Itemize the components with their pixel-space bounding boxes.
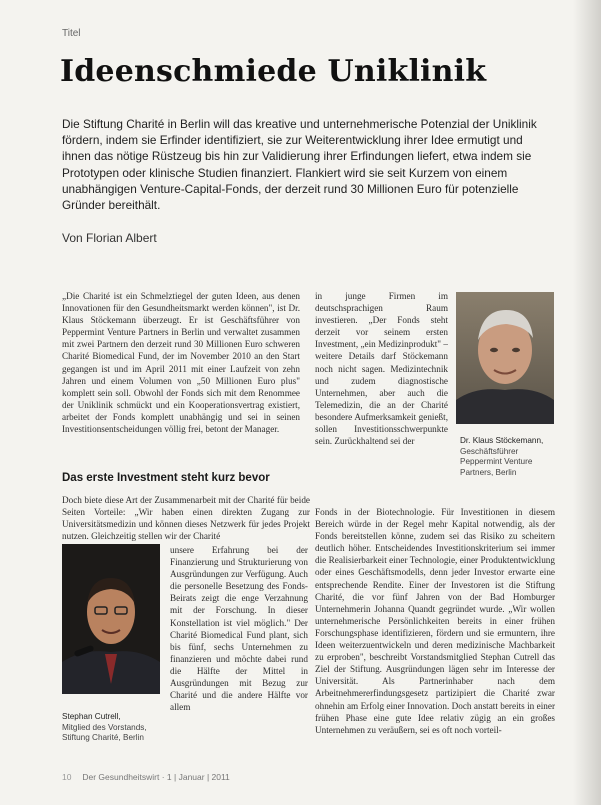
- body-paragraph: in junge Firmen im deutschsprachigen Raum investieren. „Der Fonds steht derzeit vor seinem ersten Investment, „ein Medizinprodukt" – weitere Details darf Stöckemann noch nicht sagen. Medizintechnik und zudem diagnostische Unternehmen, aber auch die Telemedizin, die an der Charité besondere Aufmerksamkeit genießt, sollen Investitionsschwerpunkte sein. Zurückhaltend sei der: [315, 291, 448, 447]
- portrait-klaus-stoeckemann: [456, 292, 554, 424]
- body-paragraph: Doch biete diese Art der Zusammenarbeit mit der Charité für beide Seiten Vorteile: „Wir haben einen direkten Zugang zur Universitätsmedizin und können dieses Netzwerk für jedes Projekt nutzen. Gleichzeitig stellen wir der Charité: [62, 495, 310, 542]
- portrait-caption-left: [62, 712, 172, 744]
- body-column-1-upper: [62, 290, 300, 460]
- body-column-wide: [62, 494, 310, 542]
- author-byline: Von Florian Albert: [62, 231, 157, 245]
- caption-name: Dr. Klaus Stöckemann,: [460, 436, 544, 445]
- body-column-3-lower: [315, 506, 555, 756]
- caption-role: Geschäftsführer Peppermint Venture Partners, Berlin: [460, 446, 533, 477]
- caption-name: Stephan Cutrell,: [62, 712, 121, 721]
- body-paragraph: unsere Erfahrung bei der Finanzierung und Strukturierung von Ausgründungen zur Verfügung. Auch die personelle Besetzung des Fonds-Beirats zeigt die enge Verzahnung mit der Forschung. In dieser Konstellation ist viel möglich." Der Charité Biomedical Fund plant, sich bis fünf, sechs Unternehmen zu finanzieren und möchte dabei rund die Hälfte der Mittel in Ausgründungen mit Bezug zur Charité und die andere Hälfte vor allem: [170, 545, 308, 713]
- page-edge-shadow: [573, 0, 601, 805]
- body-column-2-upper: [315, 290, 448, 502]
- footer-publication: Der Gesundheitswirt · 1 | Januar | 2011: [82, 772, 230, 782]
- page-number: 10: [62, 772, 72, 782]
- article-lead: Die Stiftung Charité in Berlin will das kreative und unternehmerische Potenzial der Uniklinik fördern, indem sie Erfinder identifiziert, sie zur Weiterentwicklung ihrer Idee ermutigt und ihnen das nötige Rüstzeug bis hin zur Validierung ihrer Erfindungen liefert, etwa indem sie Prototypen oder klinische Studien finanziert. Flankiert wird sie seit Kurzem von einem unabhängigen Venture-Capital-Fonds, der derzeit rund 30 Millionen Euro für potenzielle Gründer bereithält.: [62, 117, 537, 213]
- caption-role: Mitglied des Vorstands, Stiftung Charité, Berlin: [62, 722, 147, 742]
- portrait-caption-right: [460, 436, 560, 478]
- section-label: Titel: [62, 28, 81, 39]
- section-subheading: Das erste Investment steht kurz bevor: [62, 472, 270, 484]
- body-paragraph: „Die Charité ist ein Schmelztiegel der guten Ideen, aus denen Innovationen für den Gesundheitsmarkt werden können", ist Dr. Klaus Stöckemann überzeugt. Er ist Geschäftsführer von Peppermint Venture Partners in Berlin und verwaltet zusammen mit zwei Partnern den derzeit rund 30 Millionen Euro schweren Charité Biomedical Fund, der im November 2010 an den Start gegangen ist und im April 2011 mit einer Laufzeit von zehn Jahren und einem Volumen von „50 Millionen Euro plus" komplett sein soll. Obwohl der Fonds sich mit dem Renommee der Uniklinik schmückt und ein Kooperationsvertrag existiert, arbeitet der Fonds komplett unabhängig und sei in seinen Investitionsentscheidungen völlig frei, betont der Manager.: [62, 291, 300, 435]
- portrait-stephan-cutrell: [62, 544, 160, 694]
- page-footer: [62, 772, 230, 782]
- body-column-2-lower: [170, 544, 308, 754]
- body-paragraph: Fonds in der Biotechnologie. Für Investitionen in diesem Bereich würde in der Regel mehr Kapital notwendig, als der Fonds bereitstellen könne, zudem sei das Risiko zu scheitern deutlich höher. Entscheidendes Investitionskriterium sei immer die Realisierbarkeit einer Technologie, einer Produktentwicklung oder eines Geschäftsmodells, denn jeder Investor erwarte eine entsprechende Rendite. Einer der Investoren ist die Stiftung Charité, die vor fünf Jahren von der Bad Homburger Unternehmerin Johanna Quandt gegründet wurde. „Wir wollen unternehmerische Persönlichkeiten bereits in einer frühen Forschungsphase identifizieren, fördern und sie ermuntern, ihre Ideen weiterzuentwickeln und deren medizinische Machbarkeit zu erproben", beschreibt Vorstandsmitglied Stephan Cutrell das Ziel der Stiftung. Ausgründungen lägen sehr im Interesse der Universität. Als Partnerinhaber nach dem Arbeitnehmererfindungsgesetz partizipiert die Charité zwar ohnehin am Erfolg einer Innovation. Doch anstatt bereits in einer frühen Phase eine gute Idee relativ zügig an ein großes Unternehmen zu veräußern, sei es oft noch vorteil-: [315, 507, 555, 735]
- article-headline: Ideenschmiede Uniklinik: [60, 54, 487, 89]
